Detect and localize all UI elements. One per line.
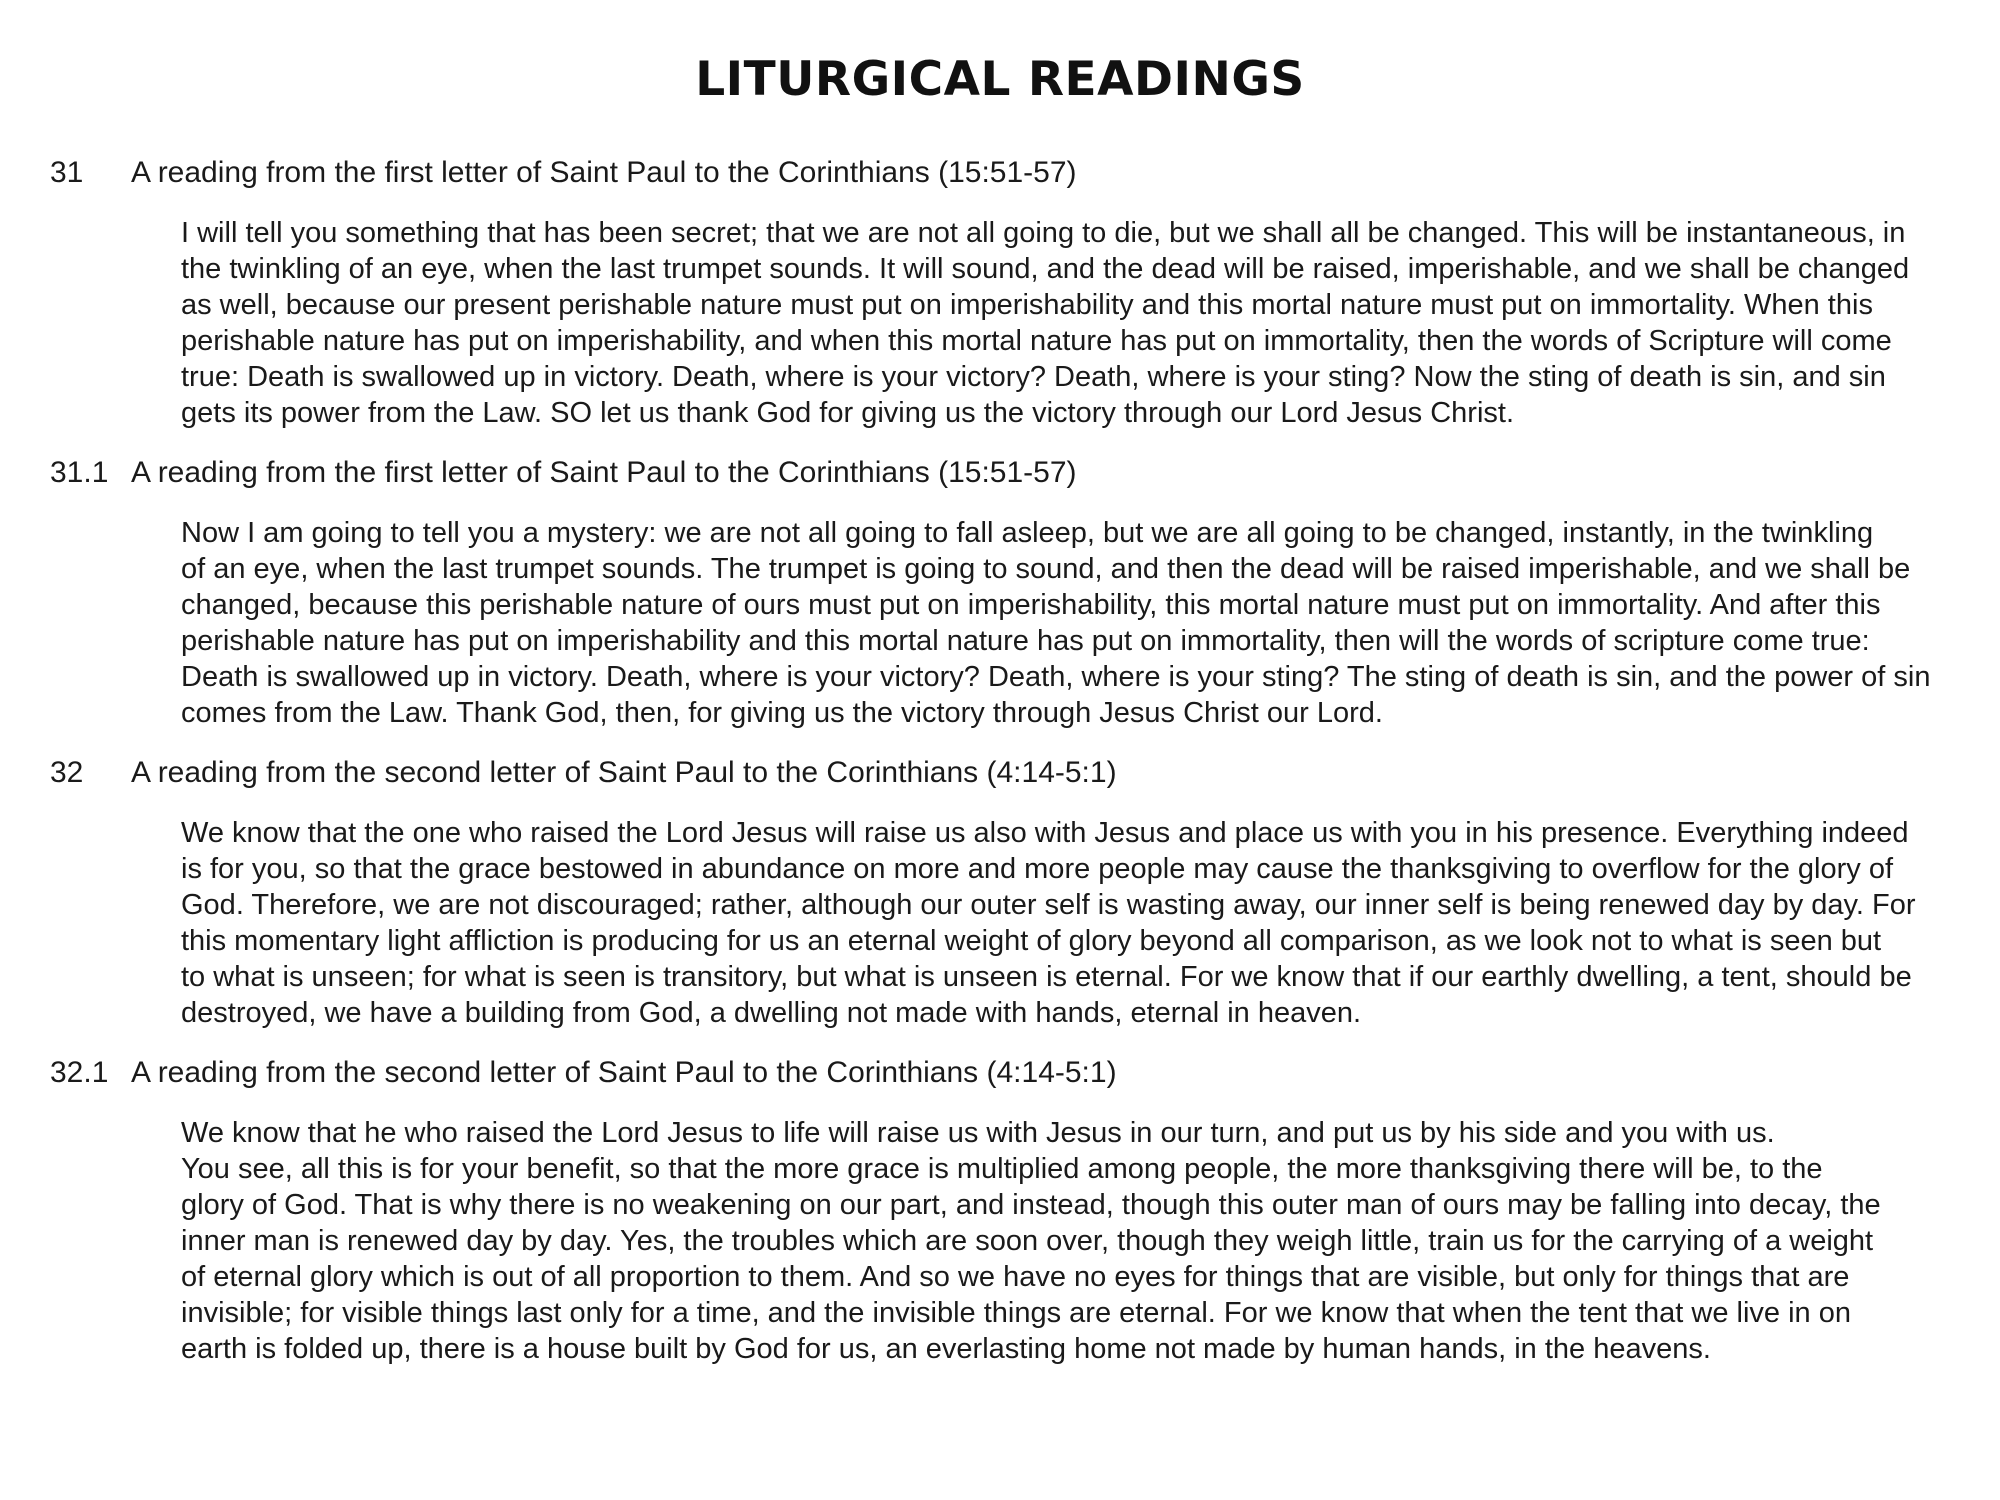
reading-line: the twinkling of an eye, when the last trumpet sounds. It will sound, and the dead will be raised, imperishable, and we shall be changed [181,253,1910,285]
reading-line: as well, because our present perishable nature must put on imperishability and this mortal nature must put on immortality. When this [181,289,1873,321]
reading-number: 32.1 [50,1056,109,1089]
reading-heading [50,1055,1970,1091]
reading-32-1 [50,1055,1970,1367]
reading-line: You see, all this is for your benefit, so that the more grace is multiplied among people, the more thanksgiving there will be, to the [181,1153,1823,1185]
reading-line: changed, because this perishable nature of ours must put on imperishability, this mortal nature must put on immortality. And after this [181,589,1881,621]
reading-text [181,215,2000,431]
reading-31-1 [50,455,1970,731]
reading-line: this momentary light affliction is producing for us an eternal weight of glory beyond all comparison, as we look not to what is seen but [181,925,1882,957]
reading-line: glory of God. That is why there is no weakening on our part, and instead, though this outer man of ours may be falling into decay, the [181,1189,1881,1221]
reading-line: perishable nature has put on imperishability, and when this mortal nature has put on immortality, then the words of Scripture will come [181,325,1892,357]
reading-line: Now I am going to tell you a mystery: we are not all going to fall asleep, but we are all going to be changed, instantly, in the twinkling [181,517,1874,549]
reading-line: inner man is renewed day by day. Yes, the troubles which are soon over, though they weigh little, train us for the carrying of a weight [181,1225,1874,1257]
reading-line: I will tell you something that has been secret; that we are not all going to die, but we shall all be changed. This will be instantaneous, in [181,217,1906,249]
readings-list [50,155,1970,1391]
reading-number: 32 [50,756,84,789]
reading-number: 31.1 [50,456,109,489]
reading-line: true: Death is swallowed up in victory. Death, where is your victory? Death, where is your sting? Now the sting of death is sin, and sin [181,361,1886,393]
reading-31 [50,155,1970,431]
reading-line: destroyed, we have a building from God, a dwelling not made with hands, eternal in heaven. [181,997,1362,1029]
reading-intro: A reading from the second letter of Saint Paul to the Corinthians (4:14-5:1) [131,1056,1117,1089]
reading-heading [50,455,1970,491]
reading-number: 31 [50,156,84,189]
reading-line: perishable nature has put on imperishability and this mortal nature has put on immortality, then will the words of scripture come true: [181,625,1870,657]
reading-line: gets its power from the Law. SO let us thank God for giving us the victory through our Lord Jesus Christ. [181,397,1515,429]
reading-intro: A reading from the second letter of Saint Paul to the Corinthians (4:14-5:1) [131,756,1117,789]
reading-line: Death is swallowed up in victory. Death, where is your victory? Death, where is your sting? The sting of death is sin, and the power of sin [181,661,1931,693]
reading-text [181,815,2000,1031]
reading-line: We know that the one who raised the Lord Jesus will raise us also with Jesus and place us with you in his presence. Everything indeed [181,817,1909,849]
reading-line: of an eye, when the last trumpet sounds. The trumpet is going to sound, and then the dead will be raised imperishable, and we shall be [181,553,1911,585]
reading-line: God. Therefore, we are not discouraged; rather, although our outer self is wasting away, our inner self is being renewed day by day. For [181,889,1916,921]
reading-line: comes from the Law. Thank God, then, for giving us the victory through Jesus Christ our Lord. [181,697,1383,729]
reading-line: invisible; for visible things last only for a time, and the invisible things are eternal. For we know that when the tent that we live in on [181,1297,1851,1329]
reading-heading [50,155,1970,191]
reading-text [181,1115,2000,1367]
reading-line: We know that he who raised the Lord Jesus to life will raise us with Jesus in our turn, and put us by his side and you with us. [181,1117,1775,1149]
reading-line: to what is unseen; for what is seen is transitory, but what is unseen is eternal. For we know that if our earthly dwelling, a tent, should be [181,961,1912,993]
reading-32 [50,755,1970,1031]
reading-line: earth is folded up, there is a house built by God for us, an everlasting home not made by human hands, in the heavens. [181,1333,1711,1365]
reading-line: of eternal glory which is out of all proportion to them. And so we have no eyes for things that are visible, but only for things that are [181,1261,1850,1293]
reading-heading [50,755,1970,791]
page-title: LITURGICAL READINGS [695,52,1305,107]
reading-text [181,515,2000,731]
reading-intro: A reading from the first letter of Saint Paul to the Corinthians (15:51-57) [131,456,1077,489]
reading-line: is for you, so that the grace bestowed in abundance on more and more people may cause the thanksgiving to overflow for the glory of [181,853,1894,885]
reading-intro: A reading from the first letter of Saint Paul to the Corinthians (15:51-57) [131,156,1077,189]
